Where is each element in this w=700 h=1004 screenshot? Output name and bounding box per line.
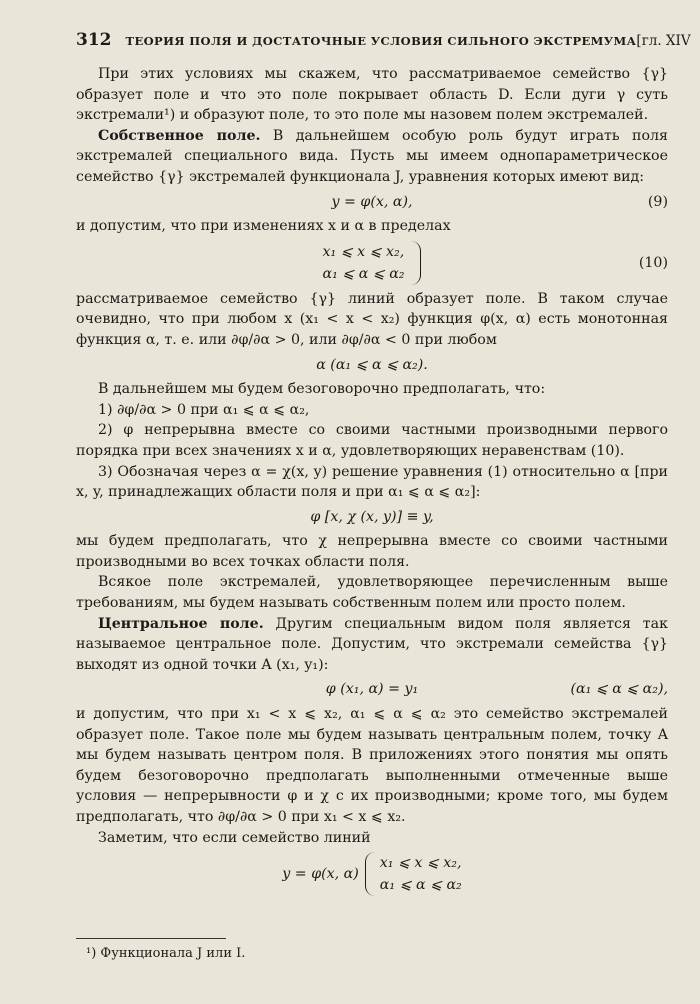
page-header [76, 30, 691, 50]
condition-2: 2) φ непрерывна вместе со своими частными производными первого порядка при всех значениях x и α, удовлетворяющих неравенствам (10). [76, 422, 668, 459]
running-head: ТЕОРИЯ ПОЛЯ И ДОСТАТОЧНЫЕ УСЛОВИЯ СИЛЬНОГО ЭКСТРЕМУМА [125, 34, 637, 48]
footnote-rule [76, 938, 226, 939]
section-heading-central-field: Центральное поле. [98, 615, 264, 632]
section-heading-proper-field: Собственное поле. [98, 127, 261, 144]
page-number: 312 [76, 30, 112, 50]
equation-center-range: (α₁ ⩽ α ⩽ α₂), [570, 681, 668, 698]
paragraph-central-field: Центральное поле. Другим специальным видом поля является так называемое центральное поле. Допустим, что экстремали семейства {γ} выходят из одной точки A (x₁, y₁): [76, 615, 668, 673]
page-body [76, 64, 668, 900]
family-inequality-system: x₁ ⩽ x ⩽ x₂, α₁ ⩽ α ⩽ α₂ [365, 852, 462, 896]
paragraph-proper-field: Собственное поле. В дальнейшем особую роль будут играть поля экстремалей специального вида. Пусть мы имеем однопараметрическое семейство {γ} экстремалей функционала J, уравнения которых имеют вид: [76, 127, 668, 185]
condition-1: 1) ∂φ/∂α > 0 при α₁ ⩽ α ⩽ α₂, [98, 401, 310, 418]
equation-chi-identity: φ [x, χ (x, y)] ≡ y, [310, 508, 434, 525]
paragraph-chi-continuity: мы будем предполагать, что χ непрерывна вместе со своими частными производными во всех точках области поля. [76, 533, 668, 570]
equation-10 [76, 241, 668, 285]
paragraph-note: Заметим, что если семейство линий [98, 829, 371, 846]
equation-number-10: (10) [638, 254, 668, 271]
paragraph-field-definition: При этих условиях мы скажем, что рассматриваемое семейство {γ} образует поле и что это поле покрывает область D. Если дуги γ суть экстремали¹) и образуют поле, то это поле мы назовем полем экстремалей. [76, 66, 668, 124]
inequality-system: x₁ ⩽ x ⩽ x₂, α₁ ⩽ α ⩽ α₂ [323, 241, 422, 285]
paragraph-own-field: Всякое поле экстремалей, удовлетворяющее перечисленным выше требованиям, мы будем называть собственным полем или просто полем. [76, 574, 668, 612]
paragraph-assumptions: В дальнейшем мы будем безоговорочно предполагать, что: [98, 381, 546, 398]
paragraph-central-definition: и допустим, что при x₁ < x ⩽ x₂, α₁ ⩽ α ⩽ α₂ это семейство экстремалей образует поле. Такое поле мы будем называть центральным полем, точку A мы будем называть центром поля. В приложениях этого понятия мы опять будем безоговорочно предполагать выполненными отмеченные выше условия — непрерывности φ и χ с их производными; кроме того, мы будем предполагать, что ∂φ/∂α > 0 при x₁ < x ⩽ x₂. [76, 706, 668, 825]
equation-number-9: (9) [647, 193, 668, 210]
paragraph-monotone: рассматриваемое семейство {γ} линий образует поле. В таком случае очевидно, что при любом x (x₁ < x < x₂) функция φ(x, α) есть монотонная функция α, т. е. или ∂φ/∂α > 0, или ∂φ/∂α < 0 при любом [76, 290, 668, 348]
equation-alpha-range: α (α₁ ⩽ α ⩽ α₂). [316, 356, 428, 373]
footnote: ¹) Функционала J или I. [86, 946, 246, 961]
equation-family: y = φ(x, α) x₁ ⩽ x ⩽ x₂, α₁ ⩽ α ⩽ α₂ [76, 852, 668, 896]
chapter-label: [гл. XIV [636, 33, 691, 49]
condition-3: 3) Обозначая через α = χ(x, y) решение уравнения (1) относительно α [при x, y, принадлежащих области поля и при α₁ ⩽ α ⩽ α₂]: [76, 463, 668, 501]
equation-9: y = φ(x, α), (9) [76, 192, 668, 213]
equation-center: φ (x₁, α) = y₁ (α₁ ⩽ α ⩽ α₂), [76, 679, 668, 700]
paragraph-variation: и допустим, что при изменениях x и α в пределах [76, 218, 451, 235]
